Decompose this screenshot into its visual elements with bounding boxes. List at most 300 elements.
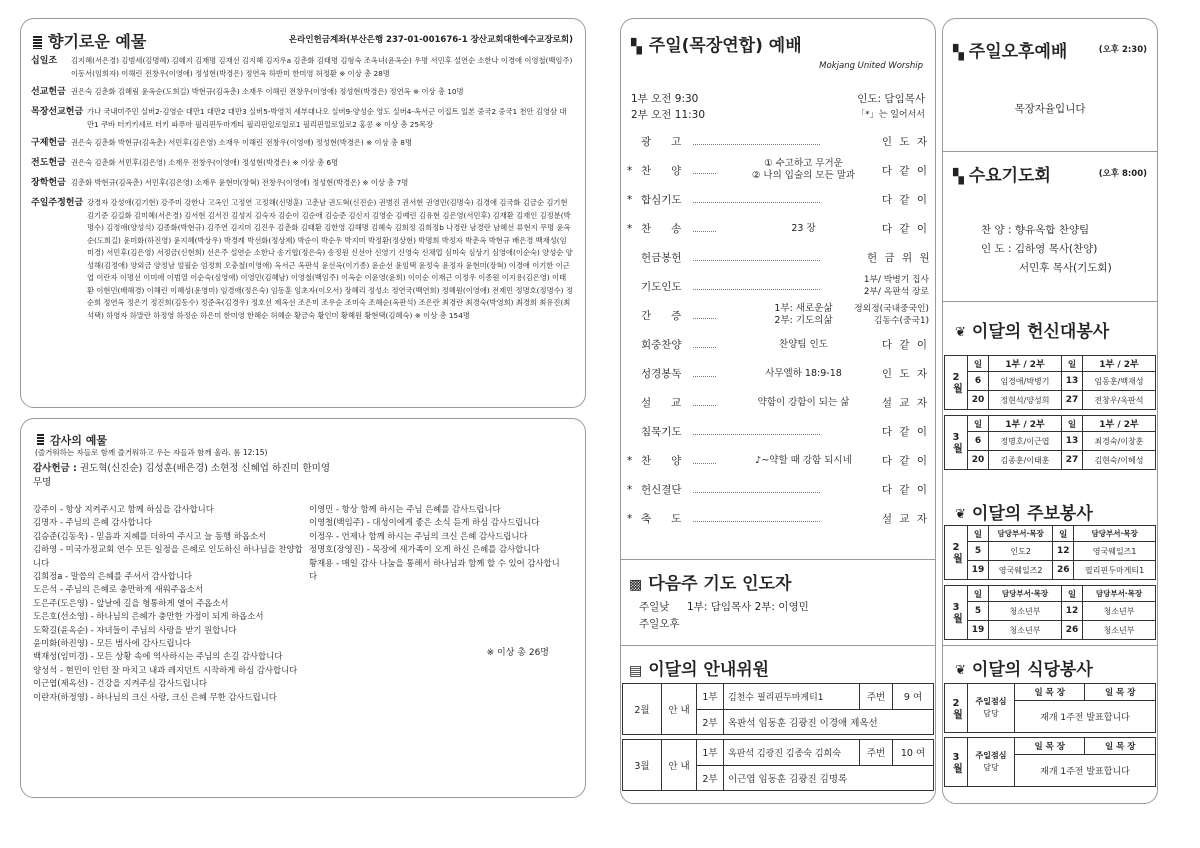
flowers-header-row: [945, 356, 1156, 372]
flowers-row: [945, 432, 1156, 451]
thanks-entry-text: - 대성이에게 좋은 소식 듣게 하심 감사드립니다: [364, 517, 540, 528]
thanks-names: 권도혁(신진순) 김성훈(배은경) 소현정 신혜업 하진미 한미영 무명: [33, 463, 331, 488]
offerings-list: [31, 55, 573, 328]
bulletin-day: 26: [1062, 621, 1083, 640]
worship-time-1: 1부 오전 9:30: [631, 93, 699, 105]
wednesday-leader: 인 도 : 김하영 목사(찬양): [981, 243, 1098, 255]
next-prayer-title: 다음주 기도 인도자: [648, 574, 792, 594]
order-row: [621, 450, 935, 472]
flowers-day: 6: [968, 372, 989, 391]
flowers-day: 20: [968, 451, 989, 470]
offering-label: 목장선교헌금: [31, 107, 84, 117]
thanks-entry-name: 황재용: [309, 557, 334, 568]
thanks-entry: [33, 677, 303, 690]
next-prayer-list: [639, 599, 809, 633]
thanks-entry-text: - 믿음과 지혜를 더하여 주시고 늘 동행 하옵소서: [88, 530, 267, 541]
thanks-entry: [309, 503, 567, 516]
order-row: [621, 276, 935, 298]
offering-names: 가나 국내미주민 실버2-김영순 대만1 대만2 대만3 실버5-박영치 세부대나오 실버9-양성순 영도 실버4-옥서근 이집트 일본 중국2 중국1 천안 김영삼 대만1 쿠바 터키키세르 터키 파푸아 필리핀두마게티 필리핀일로일로1 필리핀일로일로2 홍콩 ※ 이상 총 25목장: [87, 107, 567, 129]
flowers-month-table: [944, 415, 1156, 470]
worship-panel: [620, 18, 936, 804]
cafeteria-header: 일 목 장: [1085, 738, 1156, 755]
order-name: 광 고: [641, 136, 682, 148]
thanks-summary: [33, 462, 333, 490]
order-row: [621, 131, 935, 153]
cafeteria-header-row: [945, 684, 1156, 701]
thanks-entry: [309, 557, 567, 584]
flowers-team: 최경숙/이창훈: [1083, 432, 1156, 451]
bulletin-team-header: 담당부서·목장: [1074, 526, 1156, 542]
guides-row: [623, 740, 934, 766]
offering-row: [31, 86, 573, 100]
order-name: 기도인도: [641, 281, 682, 293]
guides-month: [622, 683, 934, 735]
order-responsible: 다 같 이: [867, 218, 929, 240]
flowers-team-header: 1부 / 2부: [989, 356, 1062, 372]
afternoon-text: 목장자율입니다: [1014, 103, 1086, 115]
order-star: *: [627, 223, 633, 235]
thanks-entry-text: - 자녀들이 주님의 사랑을 받기 원합니다: [88, 624, 237, 635]
order-responsible: 다 같 이: [867, 189, 929, 211]
flowers-team: 정현석/양성희: [989, 391, 1062, 410]
cafeteria-month-label: 3월: [945, 738, 968, 787]
thanks-entry-text: - 하나님의 은혜가 충만한 가정이 되게 하옵소서: [88, 611, 264, 622]
cafeteria-month-table: [944, 737, 1156, 787]
guides-month-label: 2월: [623, 684, 662, 735]
order-responsible: 설 교 자: [867, 392, 929, 414]
order-responsible: 1부/ 박병기 집사 2부/ 옥판석 장로: [839, 274, 929, 298]
guides-names: 옥판석 임동훈 김광진 이경애 제옥선: [724, 709, 934, 735]
thanks-entry-text: - 현민이 인턴 잘 마치고 내과 레지던트 시작하게 하심 감사합니다: [57, 664, 298, 675]
heart-icon: ❦: [955, 325, 966, 340]
offering-label: 십일조: [31, 56, 58, 66]
cafeteria-header: 일 목 장: [1015, 684, 1085, 701]
guides-names: 이근엽 임동훈 김광진 김명록: [724, 765, 934, 791]
section-marker-icon: ▤: [629, 663, 643, 679]
thanks-entry: [33, 637, 303, 650]
offering-row: [31, 55, 573, 80]
thanks-entry-name: 김하영: [33, 544, 58, 555]
thanks-entry: [33, 624, 303, 637]
thanks-entry: [33, 597, 303, 610]
order-name: 헌신결단: [641, 484, 682, 496]
bulletin-team: 청소년부: [989, 621, 1062, 640]
flowers-month-label: 2월: [945, 356, 968, 410]
offering-label: 전도헌금: [31, 158, 66, 168]
wednesday-prayer: 서민후 목사(기도회): [1019, 262, 1112, 274]
thanks-entry-name: 강주이: [33, 504, 58, 514]
heart-icon: ❦: [955, 507, 966, 522]
guides-month-table: [622, 683, 934, 735]
order-detail: ♪~약할 때 강함 되시네: [716, 455, 891, 467]
order-name: 회중찬양: [641, 339, 682, 351]
order-name: 헌금봉헌: [641, 252, 682, 264]
cafeteria-title: 이달의 식당봉사: [971, 660, 1093, 680]
order-row: [621, 363, 935, 385]
offering-names: 김춘화 박현규(김옥춘) 서민후(김은영) 소재우 윤현미(장혁) 전창우(이영애) 정성현(박경은) ※ 이상 총 7명: [71, 178, 409, 187]
order-name: 축 도: [641, 513, 682, 525]
bulletin-day: 5: [968, 602, 989, 621]
guides-part: 1부: [697, 740, 724, 766]
order-detail: 약함이 강함이 되는 삶: [716, 397, 891, 409]
bulletin-day: 12: [1053, 542, 1074, 561]
order-star: *: [627, 484, 633, 496]
offerings-title: 향기로운 예물: [48, 32, 147, 51]
bulletin-day-header: 일: [968, 586, 989, 602]
bulletin-day-header: 일: [1062, 586, 1083, 602]
afternoon-header: [953, 37, 1067, 62]
thanks-entry-name: 도은호(선소영): [33, 611, 89, 622]
flowers-month-table: [944, 355, 1156, 410]
order-row: [621, 247, 935, 269]
bulletin-month-table: [944, 585, 1156, 640]
thanks-entry-name: 도확길(윤옥순): [33, 624, 89, 635]
worship-times: [631, 91, 705, 123]
order-responsible: 인 도 자: [867, 131, 929, 153]
dotted-leader: [693, 521, 820, 522]
guides-part: 2부: [697, 765, 724, 791]
flowers-title: 이달의 헌신대봉사: [971, 322, 1110, 342]
cafeteria-side-sub: 담당: [983, 763, 999, 772]
guides-month: [622, 739, 934, 791]
bulletin-team: 청소년부: [989, 602, 1062, 621]
thanks-entry-text: - 항상 지켜주시고 함께 하심을 감사합니다: [57, 504, 214, 514]
thanks-panel: [20, 418, 586, 798]
thanks-entry: [33, 516, 303, 529]
bulletin-day: 19: [968, 561, 989, 580]
thanks-entry-name: 윤미화(하진영): [33, 638, 89, 649]
offering-names: 권은숙 김춘화 서민후(김은영) 소재우 전창우(이영애) 정성현(박경은) ※ 이상 총 6명: [71, 158, 339, 167]
flowers-header-row: [945, 416, 1156, 432]
order-name: 찬 송: [641, 223, 682, 235]
order-responsible: 다 같 이: [867, 479, 929, 501]
bulletin-header: [955, 499, 1093, 524]
thanks-entry-text: - 주님의 은혜 감사합니다: [57, 517, 152, 528]
order-star: *: [627, 455, 633, 467]
thanks-entry-name: 김명자: [33, 517, 58, 528]
thanks-entry-text: - 매일 감사 나눔을 통해서 하나님과 함께 할 수 있어 감사합니다: [309, 557, 560, 582]
order-detail: 사무엘하 18:9-18: [716, 368, 891, 380]
bulletin-team: 청소년부: [1083, 621, 1156, 640]
order-name: 성경봉독: [641, 368, 682, 380]
flowers-team: 전창우/옥판석: [1083, 391, 1156, 410]
offerings-header: [33, 29, 146, 52]
guides-part: 2부: [697, 709, 724, 735]
thanks-entry: [33, 530, 303, 543]
bulletin-day-header: 일: [968, 526, 989, 542]
service-panel: [942, 18, 1158, 804]
order-detail: 1부: 새로운삶 2부: 기도의삶: [716, 303, 891, 327]
flowers-row: [945, 372, 1156, 391]
bulletin-row: [945, 602, 1156, 621]
cafeteria-side: [968, 738, 1015, 787]
wednesday-info: [981, 221, 1112, 278]
guides-month-label: 3월: [623, 740, 662, 791]
order-row: [621, 508, 935, 530]
thanks-entry-name: 도은주(도은영): [33, 597, 89, 608]
bulletin-day: 12: [1062, 602, 1083, 621]
order-row: [621, 421, 935, 443]
offering-names: 권은숙 김춘화 김혜림 윤옥순(도희길) 박현규(김옥춘) 소재우 이해린 전창우(이영애) 정성현(박경은) 정연옥 ※ 이상 총 10명: [71, 87, 464, 96]
thanks-label: 감사헌금 :: [33, 463, 77, 474]
thanks-entry-text: - 모든 상황 속에 역사하시는 주님의 손길 감사합니다: [88, 651, 283, 662]
order-name: 설 교: [641, 397, 682, 409]
offering-row: [31, 197, 573, 322]
bulletin-day: 26: [1053, 561, 1074, 580]
bulletin-row: [945, 542, 1156, 561]
section-marker-icon: ▚: [631, 38, 642, 55]
cafeteria-side-label: 주일점심: [975, 697, 1007, 706]
guides-title: 이달의 안내위원: [648, 660, 770, 680]
flowers-day: 27: [1062, 391, 1083, 410]
thanks-entry-name: 백재성(임미경): [33, 651, 89, 662]
worship-leader-1: 인도: 담임목사: [857, 93, 925, 105]
order-detail: 찬양팀 인도: [716, 339, 891, 351]
thanks-entry-name: 김희정a: [33, 571, 63, 582]
offering-label: 선교헌금: [31, 87, 66, 97]
next-prayer-label-2: 주일오후: [639, 618, 680, 630]
section-marker-icon: ▚: [953, 169, 964, 185]
flowers-row: [945, 451, 1156, 470]
order-responsible: 다 같 이: [867, 334, 929, 356]
flowers-team: 김현숙/이혜성: [1083, 451, 1156, 470]
cafeteria-header: 일 목 장: [1015, 738, 1085, 755]
bulletin-header-row: [945, 526, 1156, 542]
thanks-entry-name: 이영철(백임주): [309, 517, 365, 528]
offering-names: 강경자 강성애(김기현) 강주미 강한나 고옥인 고정연 고정해(신명훈) 고춘남 권도혁(신진순) 권병진 권서현 권영민(김명숙) 김경애 김국화 김금순 김기현 김기준 김길화 김미혜(서은경) 김서현 김서진 김성지 김숙자 김순이 김순애 김승준 김신지 김영순 김예린 김유현 김은영(서민후) 김재환 김재인 김정분(박명수) 김정애(양성석) 김종화(박현규) 김주연 김지미 김진우 김춘화 김태환 김한영 김해명 김혜숙 김희정 김희정b 나경란 남경란 남혜선 류현지 무명 윤옥순(도희길) 윤미화(하진영) 윤지혜(박상우) 박경례 박선화(정상제) 박순이 박순우 박지미 박정환(정상현) 박명희 박정자 박춘옥 박현규 배은경 백재성(임미경) 서민후(김은영) 서정금(신현희) 선은주 설연순 소한나 송기협(정은숙) 송정원 신선아 신영기 신영숙 신채업 심미숙 심상기 심영애(이순숙) 양성순 양성해(김정애) 양외금 양정남 엄필순 엄정희 오충철(이영애) 옥서근 옥판석 윤선옥(이기종) 윤순선 윤임택 윤정숙 윤정자 윤현미(장혁) 이경애 이기한 이근엽 이란자 이명선 이미애 이범열 이순숙(심영애) 이영민(김혜남) 이영철(백임주) 이옥순 이윤영(윤희) 이이순 이재근 이정우 이종원 이지용(김은영) 이태환 이현민(배해경) 이해린 이혜성(윤영미) 임경애(정은숙) 임동훈 임초자(이오서) 장혜리 정성소 정연국(백연희) 정혜원(이영애) 전제민 정명호(정명수) 정순희 정연옥 정은기 정진희(김동수) 정준옥(김경우) 정호선 제옥선 조은미 조우순 조미숙 조혜순(옥판석) 조은란 최경란 최경숙(박영희) 최경희 최유진(최석택) 하영자 하말란 하정영 하정순 하은미 한미영 한혜순 허혜순 황금숙 황인미 황혜원 황현택(김혜숙) ※ 이상 총 154명: [87, 198, 573, 320]
bulletin-month: [944, 525, 1156, 580]
bulletin-team: 청소년부: [1083, 602, 1156, 621]
thanks-entry-text: - 건강을 지켜주심 감사드립니다: [88, 678, 207, 689]
offering-row: [31, 137, 573, 151]
guides-count: 9 여: [893, 684, 934, 710]
guides-names: 옥판석 김광진 김종숙 김희숙: [724, 740, 860, 766]
online-account: 온라인헌금계좌(부산은행 237-01-001676-1 장산교회대한예수교장로회): [288, 35, 573, 45]
worship-leader: [856, 91, 925, 123]
bulletin-team-header: 담당부서·목장: [989, 526, 1053, 542]
bulletin-day: 19: [968, 621, 989, 640]
thanks-entry: [309, 516, 567, 529]
bulletin-header-row: [945, 586, 1156, 602]
guides-role: 안 내: [662, 684, 697, 735]
dotted-leader: [693, 144, 820, 145]
thanks-entry-text: - 목장에 새가족이 오게 하신 은혜를 감사합니다: [364, 544, 540, 555]
dotted-leader: [693, 260, 820, 261]
thanks-entry-name: 이근엽(제옥선): [33, 678, 89, 689]
bulletin-team-header: 담당부서·목장: [1083, 586, 1156, 602]
order-row: [621, 189, 935, 211]
thanks-entry-name: 양성석: [33, 664, 58, 675]
wednesday-title: 수요기도회: [968, 166, 1051, 186]
dotted-leader: [693, 202, 820, 203]
cafeteria-month: [944, 737, 1156, 787]
offering-row: [31, 106, 573, 131]
thanks-entry: [33, 543, 303, 570]
dotted-leader: [693, 289, 820, 290]
flowers-team-header: 1부 / 2부: [989, 416, 1062, 432]
offering-names: 김지혜(서은경) 김범세(김명혜) 김혜지 김재명 김재선 김지혜 김지우a 김춘화 김태명 김형숙 조옥녀(윤옥순) 우명 서민후 설연순 소한나 이경애 이영철(백임주) 이동서(임희자) 이해린 전창우(이영애) 정성현(박경은) 정연옥 하반미 한미영 허정환 ※ 이상 총 28명: [71, 56, 573, 78]
order-row: [621, 160, 935, 182]
guides-week: 주번: [860, 684, 893, 710]
thanks-entry: [33, 650, 303, 663]
thanks-entry: [33, 503, 303, 516]
thanks-entry-name: 이정우: [309, 530, 334, 541]
thanks-entry-text: - 미국가정교회 연수 모든 일정을 은혜로 인도하신 하나님을 찬양합니다: [33, 544, 303, 568]
order-row: [621, 392, 935, 414]
guides-names: 김천수 필리핀두마게티1: [724, 684, 860, 710]
bulletin-day-header: 일: [1053, 526, 1074, 542]
section-marker-icon: [37, 434, 44, 445]
flowers-header: [955, 317, 1109, 342]
worship-time-2: 2부 오전 11:30: [631, 109, 706, 121]
thanks-entry: [33, 664, 303, 677]
order-responsible: 정외정(국내중국인) 김동수(중국1): [839, 303, 929, 327]
order-name: 합심기도: [641, 194, 682, 206]
offering-names: 권은숙 김춘화 박현규(김옥춘) 서민후(김은영) 소재우 이해린 전창우(이영애) 정성현(박경은) ※ 이상 총 8명: [71, 138, 412, 147]
worship-title: 주일(목장연합) 예배: [648, 36, 802, 56]
thanks-total: ※ 이상 총 26명: [486, 648, 549, 658]
thanks-entry-name: 도은석: [33, 584, 58, 595]
cafeteria-side-sub: 담당: [983, 709, 999, 718]
bulletin-team-header: 담당부서·목장: [989, 586, 1062, 602]
worship-header: [631, 31, 802, 56]
order-responsible: 다 같 이: [867, 421, 929, 443]
order-detail: ① 수고하고 무거운 ② 나의 입술의 모든 말과: [716, 158, 891, 182]
cafeteria-month: [944, 683, 1156, 733]
offering-label: 주일주정헌금: [31, 198, 84, 208]
thanks-entry-name: 정명호(장영진): [309, 544, 365, 555]
thanks-title: 감사의 예물: [50, 434, 107, 447]
flowers-day: 6: [968, 432, 989, 451]
bulletin-row: [945, 621, 1156, 640]
next-prayer-text-1: 1부: 담임목사 2부: 이영민: [687, 601, 809, 613]
order-name: 찬 양: [641, 455, 682, 467]
thanks-entry-text: - 앞날에 길을 형통하게 열어 주옵소서: [88, 597, 229, 608]
cafeteria-header: 일 목 장: [1085, 684, 1156, 701]
flowers-day: 13: [1062, 432, 1083, 451]
flowers-day-header: 일: [1062, 416, 1083, 432]
thanks-column-1: [33, 503, 303, 704]
flowers-day: 13: [1062, 372, 1083, 391]
bulletin-month-label: 3월: [945, 586, 968, 640]
guides-count: 10 여: [893, 740, 934, 766]
order-star: *: [627, 513, 633, 525]
order-responsible: 다 같 이: [867, 160, 929, 182]
offerings-panel: [20, 18, 586, 408]
offering-row: [31, 157, 573, 171]
wednesday-header: [953, 161, 1051, 186]
offering-row: [31, 177, 573, 191]
thanks-entry-name: 김승준(김동욱): [33, 530, 89, 541]
cafeteria-text: 재개 1주전 발표합니다: [1015, 754, 1156, 786]
flowers-team-header: 1부 / 2부: [1083, 416, 1156, 432]
guides-month-table: [622, 739, 934, 791]
bulletin-row: [945, 561, 1156, 580]
flowers-team: 임경애/박병기: [989, 372, 1062, 391]
guides-week: 주번: [860, 740, 893, 766]
flowers-team: 김종훈/이태훈: [989, 451, 1062, 470]
guides-row: [623, 684, 934, 710]
section-marker-icon: ▩: [629, 577, 643, 593]
bulletin-team: 필리핀두마게티1: [1074, 561, 1156, 580]
cafeteria-header-row: [945, 738, 1156, 755]
flowers-month-label: 3월: [945, 416, 968, 470]
cafeteria-month-table: [944, 683, 1156, 733]
section-marker-icon: [33, 36, 42, 49]
guides-part: 1부: [697, 684, 724, 710]
thanks-entry: [309, 530, 567, 543]
cafeteria-side-label: 주일점심: [975, 751, 1007, 760]
bulletin-team: 인도2: [989, 542, 1053, 561]
order-row: [621, 479, 935, 501]
thanks-entry-text: - 말씀의 은혜를 주셔서 감사합니다: [62, 571, 193, 582]
order-star: *: [627, 194, 633, 206]
flowers-team: 임동훈/백재성: [1083, 372, 1156, 391]
thanks-entry: [309, 543, 567, 556]
guides-header: [629, 655, 769, 680]
cafeteria-text: 재개 1주전 발표합니다: [1015, 700, 1156, 732]
worship-subtitle: Mokjang United Worship: [819, 61, 923, 71]
flowers-row: [945, 391, 1156, 410]
flowers-day-header: 일: [1062, 356, 1083, 372]
thanks-entry: [33, 570, 303, 583]
thanks-entry-text: - 항상 함께 하시는 주님 은혜를 감사드립니다: [333, 504, 501, 514]
order-name: 간 증: [641, 310, 682, 322]
wednesday-time: (오후 8:00): [1098, 169, 1147, 179]
bulletin-title: 이달의 주보봉사: [971, 504, 1093, 524]
bulletin-month-table: [944, 525, 1156, 580]
order-row: [621, 305, 935, 327]
order-responsible: 다 같 이: [867, 450, 929, 472]
thanks-subtitle: (즐거워하는 자들로 함께 즐거워하고 우는 자들과 함께 울라. 롬 12:15): [35, 448, 268, 457]
thanks-entry-name: 이란자(하정영): [33, 691, 89, 702]
flowers-day: 20: [968, 391, 989, 410]
bulletin-month-label: 2월: [945, 526, 968, 580]
thanks-entry-name: 이영민: [309, 504, 334, 514]
thanks-header: [37, 429, 107, 448]
next-prayer-label-1: 주일낮: [639, 601, 670, 613]
order-name: 찬 양: [641, 165, 682, 177]
thanks-entry: [33, 691, 303, 704]
guides-role: 안 내: [662, 740, 697, 791]
cafeteria-month-label: 2월: [945, 684, 968, 733]
cafeteria-header: [955, 655, 1093, 680]
order-responsible: 설 교 자: [867, 508, 929, 530]
thanks-column-2: [309, 503, 567, 583]
order-detail: 23 장: [716, 223, 891, 235]
dotted-leader: [693, 492, 820, 493]
section-marker-icon: ▚: [953, 45, 964, 61]
offering-label: 장학헌금: [31, 178, 66, 188]
bulletin-team: 영국웨일즈2: [989, 561, 1053, 580]
thanks-entry-text: - 주님의 은혜로 충만하게 새워주옵소서: [57, 584, 204, 595]
thanks-entry-text: - 언제나 함께 하시는 주님의 크신 은혜 감사드립니다: [333, 530, 528, 541]
flowers-day-header: 일: [968, 416, 989, 432]
order-row: [621, 218, 935, 240]
worship-leader-2: 「*」는 일어서서: [856, 110, 925, 120]
bulletin-month: [944, 585, 1156, 640]
afternoon-time: (오후 2:30): [1098, 45, 1147, 55]
order-responsible: 인 도 자: [867, 363, 929, 385]
bulletin-team: 영국웨일즈1: [1074, 542, 1156, 561]
thanks-entry: [33, 610, 303, 623]
afternoon-title: 주일오후예배: [968, 42, 1068, 62]
next-prayer-header: [629, 569, 791, 594]
bulletin-day: 5: [968, 542, 989, 561]
thanks-entry: [33, 583, 303, 596]
flowers-day: 27: [1062, 451, 1083, 470]
order-name: 침묵기도: [641, 426, 682, 438]
